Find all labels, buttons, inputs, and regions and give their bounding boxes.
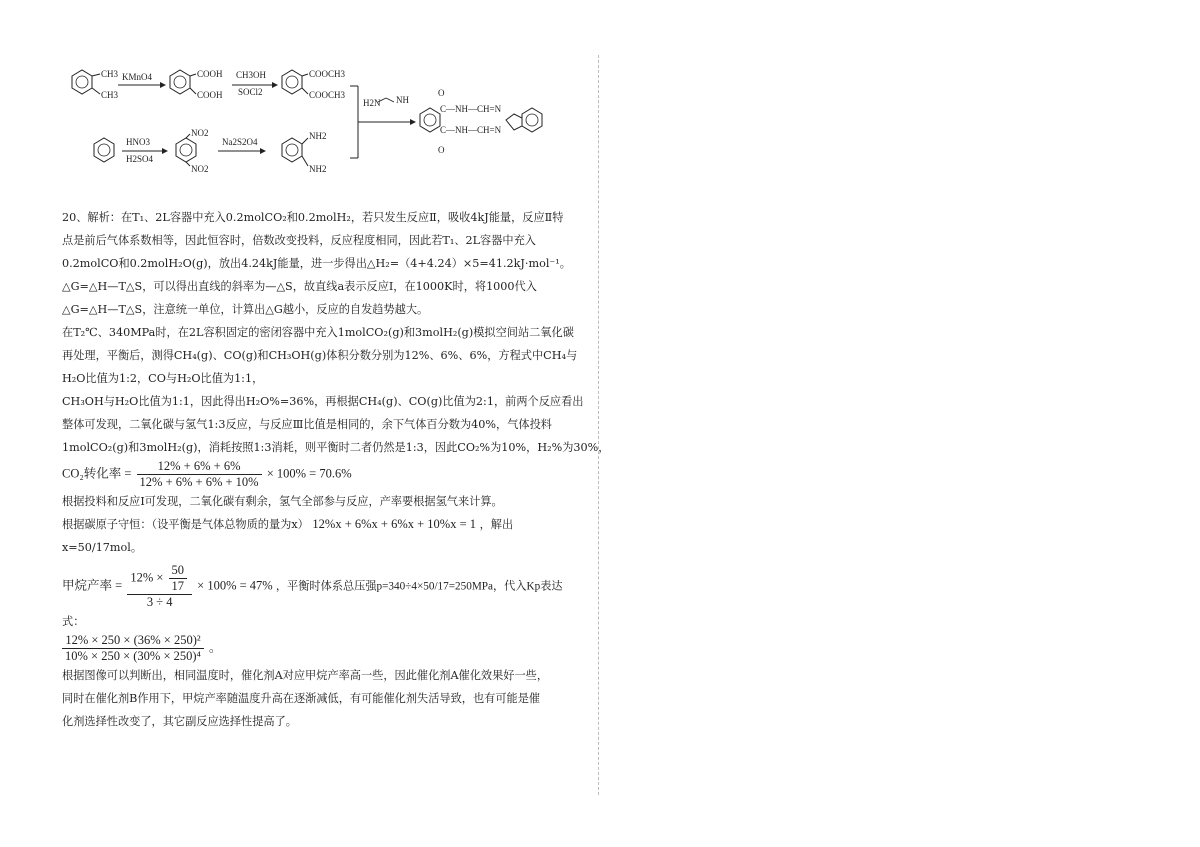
carbon-conservation-tail: ，解出 [479,518,514,531]
paragraph-line: 式： [62,615,85,628]
carbon-conservation-equation: 12%x + 6%x + 6%x + 10%x = 1 [312,517,477,531]
carbonyl-o-top: O [438,88,445,98]
cooh-label-2: COOH [197,90,223,100]
hydrazine-nh-label: NH [396,95,409,105]
final-link-top: C—NH—CH=N [440,104,502,114]
eq2-rhs: × 100% = 47% [197,578,273,593]
eq3-denominator: 10% × 250 × (30% × 250)⁴ [65,649,201,663]
paragraph-line: 再处理，平衡后，测得CH₄(g)、CO(g)和CH₃OH(g)体积分数分别为12%、6%、6%，方程式中CH₄与 [62,349,578,362]
paragraph-line: 在T₂℃、340MPa时，在2L容积固定的密闭容器中充入1molCO₂(g)和3molH₂(g)模拟空间站二氧化碳 [62,326,574,339]
ester-label-2: COOCH3 [309,90,346,100]
arrow-nitration [122,137,168,164]
arrow-reduction [218,137,266,154]
eq1-denominator: 12% + 6% + 6% + 10% [139,475,259,489]
nitro-label-2: NO2 [191,164,209,174]
ester-label-1: COOCH3 [309,69,346,79]
benzene-structure [94,138,114,162]
cooh-label-1: COOH [197,69,223,79]
carbon-conservation-text: 根据碳原子守恒：（设平衡是气体总物质的量为x） [62,518,309,531]
paragraph-line: x=50/17mol。 [62,541,143,554]
nitro-label-1: NO2 [191,128,209,138]
carbonyl-o-bottom: O [438,145,445,155]
paragraph-line: 同时在催化剂B作用下，甲烷产率随温度升高在逐渐减低，有可能催化剂失活导致，也有可能是催 [62,692,541,705]
eq2-numerator [127,563,192,595]
paragraph-line: △G=△H—T△S，可以得出直线的斜率为—△S，故直线a表示反应I，在1000K时，将1000代入 [62,280,537,293]
methane-yield-equation [62,563,592,610]
reagent-hno3: HNO3 [126,137,150,147]
hydrazine-label: H2N [363,98,381,108]
eq2-fraction [127,563,192,610]
reagent-socl2: SOCl2 [238,87,263,97]
dinitrobenzene-structure [176,128,209,174]
arrow-kmno4 [118,72,166,88]
reagent-na2s2o4: Na2S2O4 [222,137,258,147]
phthalic-acid-structure [170,69,223,100]
co2-conversion-equation [62,459,592,490]
paragraph-line: CH₃OH与H₂O比值为1:1，因此得出H₂O%=36%，再根据CH₄(g)、CO(g)比值为2:1，前两个反应看出 [62,395,584,408]
eq2-inner-den: 17 [171,579,185,593]
paragraph-line: 0.2molCO和0.2molH₂O(g)，放出4.24kJ能量，进一步得出△H₂=（4+4.24）×5=41.2kJ·mol⁻¹。 [62,257,571,270]
methyl-label-2: CH3 [101,90,119,100]
eq3-tail: 。 [209,640,222,655]
eq2-num-coef: 12% × [130,570,164,585]
eq2-denominator: 3 ÷ 4 [146,595,173,609]
eq3-numerator: 12% × 250 × (36% × 250)² [62,633,204,649]
eq3-fraction [62,633,204,664]
synthesis-scheme [60,58,580,188]
paragraph-line: △G=△H—T△S，注意统一单位，计算出△G越小，反应的自发趋势越大。 [62,303,429,316]
final-link-bottom: C—NH—CH=N [440,125,502,135]
paragraph-line: 根据图像可以判断出，相同温度时，催化剂A对应甲烷产率高一些，因此催化剂A催化效果好一些， [62,669,549,682]
eq2-tail: ，平衡时体系总压强p=340÷4×50/17=250MPa，代入Kp表达 [275,580,563,593]
eq2-lhs: 甲烷产率 = [62,578,123,593]
paragraph-line: 化剂选择性改变了，其它副反应选择性提高了。 [62,715,297,728]
paragraph-line: 根据投料和反应I可发现，二氧化碳有剩余，氢气全部参与反应，产率要根据氢气来计算。 [62,495,503,508]
paragraph-line [62,513,592,536]
reagent-kmno4: KMnO4 [122,72,153,82]
arrow-esterification [232,70,278,97]
dimethyl-phthalate-structure [282,69,346,100]
eq2-inner-fraction [169,563,188,594]
amine-label-2: NH2 [309,164,327,174]
eq1-fraction [137,459,262,490]
paragraph-line: 1molCO₂(g)和3molH₂(g)，消耗按照1:3消耗，则平衡时二者仍然是1:3，因此CO₂%为10%，H₂%为30%， [62,441,610,454]
reagent-h2so4: H2SO4 [126,154,154,164]
final-product-structure [420,88,542,155]
kp-expression [62,633,592,664]
paragraph-line: H₂O比值为1:2，CO与H₂O比值为1:1， [62,372,264,385]
column-divider [598,55,599,795]
reagent-ch3oh: CH3OH [236,70,267,80]
methyl-label-1: CH3 [101,69,119,79]
eq1-lhs: CO₂转化率 = [62,466,132,481]
eq2-inner-num: 50 [169,563,188,579]
o-xylene-structure [72,69,119,100]
paragraph-line: 点是前后气体系数相等，因此恒容时，倍数改变投料，反应程度相同，因此若T₁、2L容器中充入 [62,234,536,247]
paragraph-line: 20、解析：在T₁、2L容器中充入0.2molCO₂和0.2molH₂，若只发生反应Ⅱ，吸收4kJ能量，反应Ⅱ特 [62,211,564,224]
solution-text [62,206,610,733]
combine-bracket [350,86,416,158]
amine-label-1: NH2 [309,131,327,141]
paragraph-line: 整体可发现，二氧化碳与氢气1:3反应，与反应Ⅲ比值是相同的，余下气体百分数为40%，气体投料 [62,418,552,431]
eq1-rhs: × 100% = 70.6% [266,466,352,481]
diaminobenzene-structure [282,131,327,174]
eq1-numerator: 12% + 6% + 6% [137,459,262,475]
